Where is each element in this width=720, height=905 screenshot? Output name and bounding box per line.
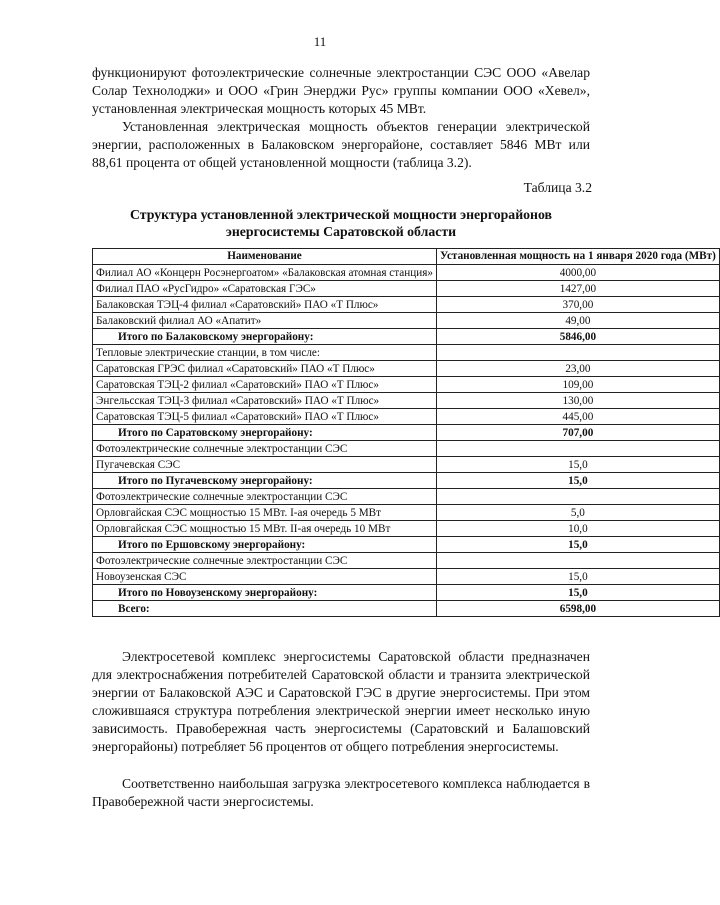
row-capacity: 109,00 (436, 377, 719, 393)
table-row (93, 505, 720, 521)
table-row (93, 313, 720, 329)
table-total-row (93, 329, 720, 345)
row-capacity: 5,0 (436, 505, 719, 521)
table-row (93, 281, 720, 297)
row-name: Итого по Пугачевскому энергорайону: (93, 473, 437, 489)
row-capacity: 15,0 (436, 457, 719, 473)
table-total-row (93, 585, 720, 601)
table-row (93, 265, 720, 281)
row-name: Филиал АО «Концерн Росэнергоатом» «Балаковская атомная станция» (93, 265, 437, 281)
row-capacity: 49,00 (436, 313, 719, 329)
table-row (93, 569, 720, 585)
table-row (93, 393, 720, 409)
row-name: Итого по Новоузенскому энергорайону: (93, 585, 437, 601)
row-capacity: 1427,00 (436, 281, 719, 297)
row-capacity (436, 441, 719, 457)
table-row (93, 489, 720, 505)
row-name: Орловгайская СЭС мощностью 15 МВт. I-ая очередь 5 МВт (93, 505, 437, 521)
row-capacity: 10,0 (436, 521, 719, 537)
row-capacity: 15,0 (436, 569, 719, 585)
capacity-table (92, 248, 720, 617)
row-name: Фотоэлектрические солнечные электростанции СЭС (93, 441, 437, 457)
page-number: 11 (313, 34, 327, 49)
row-capacity: 445,00 (436, 409, 719, 425)
table-total-row (93, 601, 720, 617)
table-row (93, 457, 720, 473)
paragraph-intro: функционируют фотоэлектрические солнечные электростанции СЭС ООО «Авелар Солар Технолоджи» и ООО «Грин Энерджи Рус» группы компании ООО «Хевел», установленная электрическая мощность которых 45 МВт. (92, 65, 590, 116)
row-name: Балаковский филиал АО «Апатит» (93, 313, 437, 329)
row-capacity: 6598,00 (436, 601, 719, 617)
row-name: Всего: (93, 601, 437, 617)
row-capacity: 15,0 (436, 537, 719, 553)
table-row (93, 521, 720, 537)
column-header-capacity: Установленная мощность на 1 января 2020 года (МВт) (436, 249, 719, 265)
table-body (93, 265, 720, 617)
row-name: Филиал ПАО «РусГидро» «Саратовская ГЭС» (93, 281, 437, 297)
row-name: Тепловые электрические станции, в том числе: (93, 345, 437, 361)
row-capacity (436, 489, 719, 505)
table-row (93, 553, 720, 569)
row-name: Новоузенская СЭС (93, 569, 437, 585)
row-name: Пугачевская СЭС (93, 457, 437, 473)
paragraph-grid-complex: Электросетевой комплекс энергосистемы Саратовской области предназначен для электроснабжения потребителей Саратовской области и транзита электрической энергии от Балаковской АЭС и Саратовской ГЭС в другие энергосистемы. При этом сложившаяся структура потребления электрической энергии имеет несколько иную зависимость. Правобережная часть энергосистемы (Саратовский и Балашовский энергорайоны) потребляет 56 процентов от общего потребления энергосистемы. (92, 649, 590, 754)
table-header-row (93, 249, 720, 265)
row-name: Фотоэлектрические солнечные электростанции СЭС (93, 489, 437, 505)
paragraph-balakovo-capacity: Установленная электрическая мощность объектов генерации электрической энергии, расположенных в Балаковском энергорайоне, составляет 5846 МВт или 88,61 процента от общей установленной мощности (таблица 3.2). (92, 119, 590, 170)
table-row (93, 297, 720, 313)
row-name: Итого по Ершовскому энергорайону: (93, 537, 437, 553)
table-number: Таблица 3.2 (523, 180, 592, 195)
row-name: Орловгайская СЭС мощностью 15 МВт. II-ая очередь 10 МВт (93, 521, 437, 537)
table-row (93, 441, 720, 457)
column-header-name: Наименование (93, 249, 437, 265)
row-name: Саратовская ТЭЦ-5 филиал «Саратовский» ПАО «Т Плюс» (93, 409, 437, 425)
row-capacity: 130,00 (436, 393, 719, 409)
row-capacity: 4000,00 (436, 265, 719, 281)
row-capacity: 23,00 (436, 361, 719, 377)
table-title: Структура установленной электрической мощности энергорайонов энергосистемы Саратовской области (129, 207, 553, 239)
row-capacity: 707,00 (436, 425, 719, 441)
row-name: Саратовская ТЭЦ-2 филиал «Саратовский» ПАО «Т Плюс» (93, 377, 437, 393)
table-total-row (93, 473, 720, 489)
table-row (93, 345, 720, 361)
row-capacity: 370,00 (436, 297, 719, 313)
row-name: Энгельсская ТЭЦ-3 филиал «Саратовский» ПАО «Т Плюс» (93, 393, 437, 409)
row-capacity: 15,0 (436, 585, 719, 601)
row-name: Итого по Саратовскому энергорайону: (93, 425, 437, 441)
table-row (93, 361, 720, 377)
row-capacity: 15,0 (436, 473, 719, 489)
table-row (93, 377, 720, 393)
row-name: Балаковская ТЭЦ-4 филиал «Саратовский» ПАО «Т Плюс» (93, 297, 437, 313)
table-total-row (93, 425, 720, 441)
table-row (93, 409, 720, 425)
row-name: Итого по Балаковскому энергорайону: (93, 329, 437, 345)
row-capacity (436, 553, 719, 569)
row-capacity: 5846,00 (436, 329, 719, 345)
row-capacity (436, 345, 719, 361)
table-total-row (93, 537, 720, 553)
row-name: Саратовская ГРЭС филиал «Саратовский» ПАО «Т Плюс» (93, 361, 437, 377)
paragraph-load: Соответственно наибольшая загрузка электросетевого комплекса наблюдается в Правобережной части энергосистемы. (92, 776, 590, 809)
row-name: Фотоэлектрические солнечные электростанции СЭС (93, 553, 437, 569)
